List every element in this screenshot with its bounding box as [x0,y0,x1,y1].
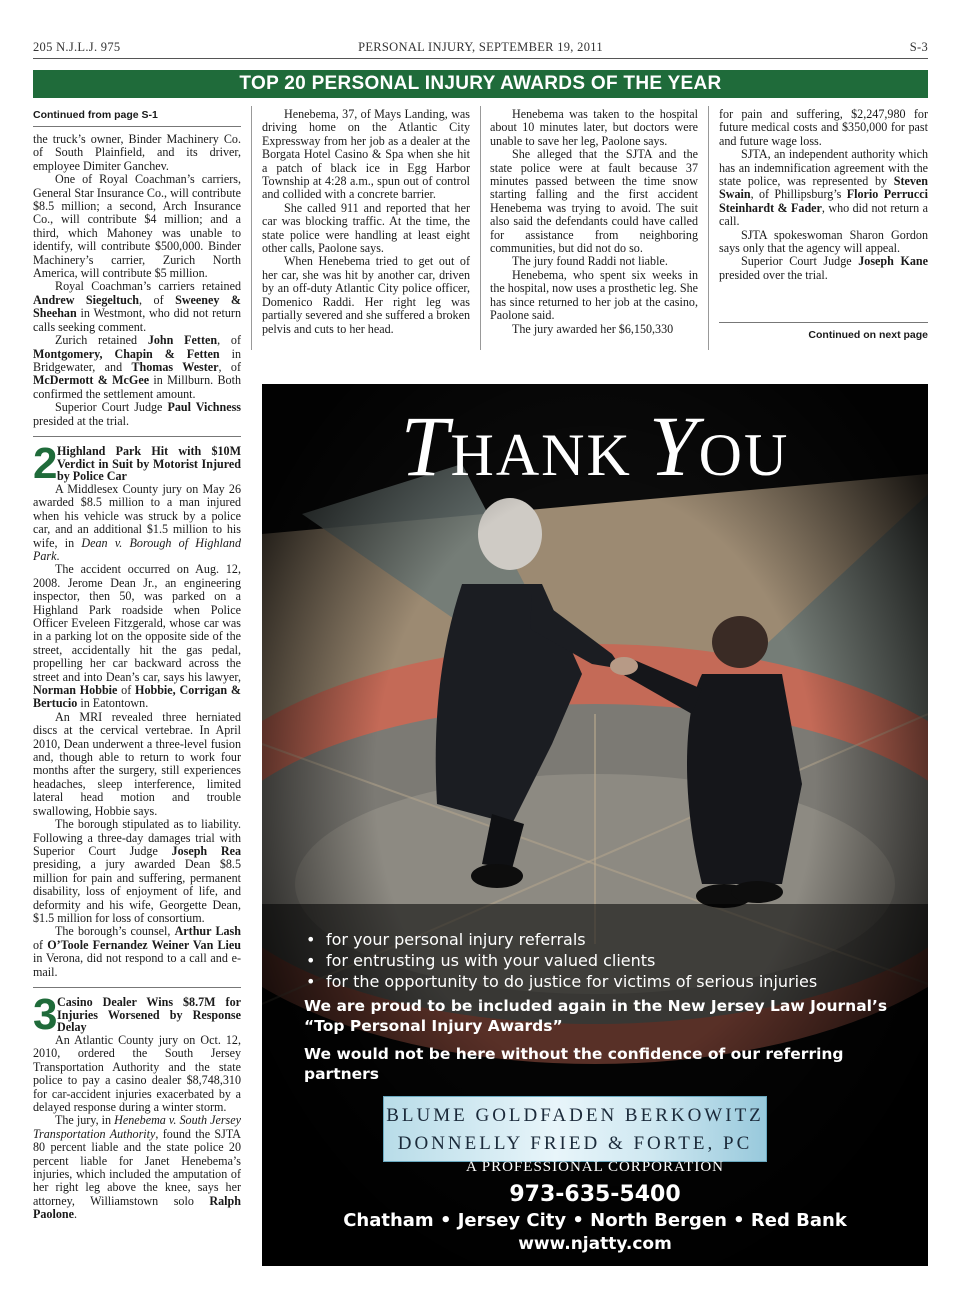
paragraph: When Henebema tried to get out of her car, she was hit by another car, driven by an off-duty Atlantic City police officer, Domenico Raddi. Her right leg was partially severed and she suffered a broken pelvis and cuts to her head. [262,254,470,336]
phone-number: 973-635-5400 [509,1182,681,1207]
masthead [33,40,928,58]
list-item: • for entrusting us with your valued clients [304,950,904,971]
paragraph: An Atlantic County jury on Oct. 12, 2010, ordered the South Jersey Transportation Authority and the state police to pay a casino dealer $8,748,310 for car-accident injuries exacerbated by a delayed response during a winter storm. [33,1032,241,1114]
paragraph: Superior Court Judge Paul Vichness presided at the trial. [33,400,241,428]
story-number: 3 [33,989,58,1039]
continued-next-label: Continued on next page [719,322,928,341]
paragraph: for pain and suffering, $2,247,980 for future medical costs and $350,000 for past and future wage loss. [719,107,928,148]
paragraph: Superior Court Judge Joseph Kane presided over the trial. [719,254,928,282]
ad-message-proud: We are proud to be included again in the New Jersey Law Journal’s “Top Personal Injury Awards” [304,997,888,1035]
volume-citation: 205 N.J.L.J. 975 [33,40,121,54]
paragraph: The borough’s counsel, Arthur Lash of O’Toole Fernandez Weiner Van Lieu in Verona, did not respond to a call and e-mail. [33,924,241,979]
paragraph: The accident occurred on Aug. 12, 2008. Jerome Dean Jr., an engineering inspector, then 50, was parked on a Highland Park roadside when Police Officer Eveleen Fitzgerald, whose car was in a parking lot on the opposite side of the street, accidentally hit the gas pedal, propelling her car backward across the street and into Dean’s car, says his lawyer, Norman Hobbie of Hobbie, Corrigan & Bertucio in Eatontown. [33,562,241,711]
paragraph: Henebema, 37, of Mays Landing, was driving home on the Atlantic City Expressway from her job as a dealer at the Borgata Hotel Casino & Spa when she hit a patch of black ice in Egg Harbor Township at 4:28 a.m., spun out of control and collided with a concrete barrier. [262,107,470,202]
paragraph: An MRI revealed three herniated discs at the cervical vertebrae. In April 2010, Dean underwent a three-level fusion and, though able to return to work four months after the surgery, still experiences headaches, sleep interference, limited lateral head motion and trouble swallowing, Hobbie says. [33,709,241,818]
firm-logo [383,1096,767,1162]
headline-text: Casino Dealer Wins $8.7M for Injuries Worsened by Response Delay [57,994,241,1035]
paragraph: One of Royal Coachman’s carriers, General Star Insurance Co., will contribute $8.5 million; a second, Arch Insurance Co., will contribute $4 million; and a third, which Mahoney was unable to identify, will contribute $500,000. Binder Machinery’s carrier, Zurich North America, will contribute $5 million. [33,172,241,281]
section-date: PERSONAL INJURY, SEPTEMBER 19, 2011 [358,40,603,54]
paragraph: The jury awarded her $6,150,330 [512,321,674,336]
firm-name-line-2: DONNELLY FRIED & FORTE, PC [397,1133,753,1154]
law-firm-advertisement [262,384,928,1266]
article-column-4 [719,108,928,282]
column-divider [251,106,252,350]
story-2-headline [33,436,241,488]
headline-text: Highland Park Hit with $10M Verdict in Suit by Motorist Injured by Police Car [57,443,241,484]
continued-from-label: Continued from page S-1 [33,108,241,127]
section-banner: TOP 20 PERSONAL INJURY AWARDS OF THE YEAR [33,70,928,98]
article-column-2 [262,108,470,336]
paragraph: The jury, in Henebema v. South Jersey Transportation Authority, found the SJTA 80 percent liable and the state police 20 percent liable for Janet Henebema’s injuries, which included the amputation of her right leg above the knee, says her attorney, Williamstown solo Ralph Paolone. [33,1113,241,1222]
story-number: 2 [33,438,58,488]
website-link[interactable]: www.njatty.com [518,1234,672,1254]
thank-you-headline: THANK YOU [400,398,790,494]
paragraph: Henebema was taken to the hospital about 10 minutes later, but doctors were unable to save her leg, Paolone says. [490,107,698,148]
office-locations: Chatham • Jersey City • North Bergen • Red Bank [343,1210,847,1231]
paragraph: She called 911 and reported that her car was blocking traffic. At the time, the state police were handling at least eight other calls, Paolone says. [262,200,470,256]
paragraph: A Middlesex County jury on May 26 awarded $8.5 million to a man injured when his vehicle was struck by a police car, and an additional $1.5 million to his wife, in Dean v. Borough of Highland Park. [33,481,241,563]
paragraph: Royal Coachman’s carriers retained Andrew Siegeltuch, of Sweeney & Sheehan in Westmont, who did not return calls seeking comment. [33,279,241,334]
list-item: • for the opportunity to do justice for victims of serious injuries [304,971,904,992]
masthead-rule [33,58,928,59]
paragraph: the truck’s owner, Binder Machinery Co. of South Plainfield, and its driver, employee Dimiter Ganchev. [33,132,241,173]
column-divider [708,106,709,350]
paragraph: The jury found Raddi not liable. [512,254,668,269]
professional-corporation-label: A PROFESSIONAL CORPORATION [466,1159,724,1175]
paragraph: The borough stipulated as to liability. Following a three-day damages trial with Superior Court Judge Joseph Rea presiding, a jury awarded Dean $8.5 million for pain and suffering, permanent disability, loss of enjoyment of life, and deformity and his wife, Georgette Dean, $1.5 million for loss of consortium. [33,817,242,925]
ad-message-partners: We would not be here without the confidence of our referring partners [304,1045,844,1083]
paragraph: She alleged that the SJTA and the state police were at fault because 37 minutes passed between the time snow starting falling and the first accident Henebema was trying to avoid. The suit also said the defendants could have called for assistance from neighboring communities, but did not do so. [490,147,698,256]
story-3-headline [33,987,241,1039]
article-column-1 [33,108,241,1222]
paragraph: Henebema, who spent six weeks in the hospital, now uses a prosthetic leg. She has since returned to her job at the casino, Paolone said. [490,267,698,323]
paragraph: Zurich retained John Fetten, of Montgomery, Chapin & Fetten in Bridgewater, and Thomas Wester, of McDermott & McGee in Millburn. Both confirmed the settlement amount. [33,333,242,401]
paragraph: SJTA spokeswoman Sharon Gordon says only that the agency will appeal. [719,227,928,256]
thank-you-bullet-list [304,929,904,992]
article-column-3 [490,108,698,336]
column-divider [480,106,481,350]
firm-name-line-1: BLUME GOLDFADEN BERKOWITZ [386,1105,764,1126]
paragraph: SJTA, an independent authority which has an indemnification agreement with the state police, was represented by Steven Swain, of Phillipsburg’s Florio Perrucci Steinhardt & Fader, who did not return a call. [719,147,929,229]
page-number: S-3 [909,40,928,54]
list-item: • for your personal injury referrals [304,929,904,950]
